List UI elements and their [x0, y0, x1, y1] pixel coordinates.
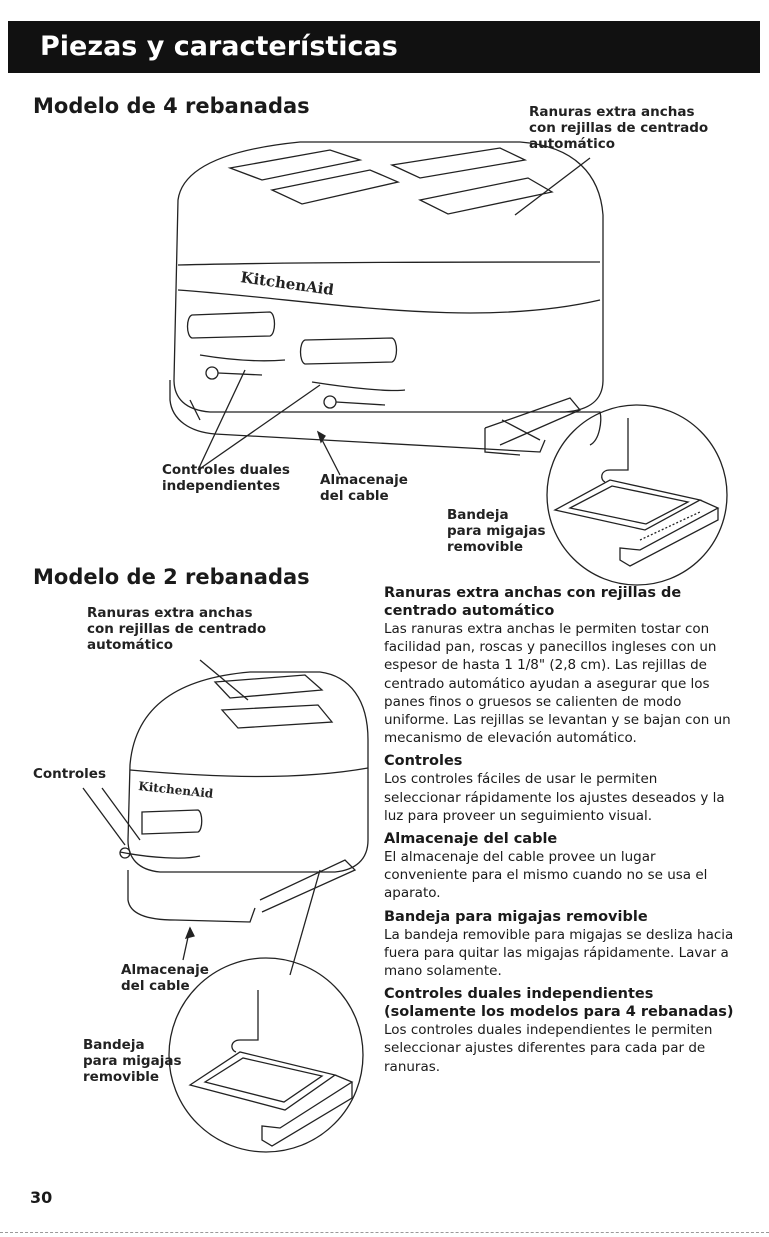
- feature-list: [384, 584, 734, 1081]
- feature-item: [384, 584, 734, 747]
- callout-controls-2: Controles: [33, 766, 106, 782]
- model-4-title: Modelo de 4 rebanadas: [33, 94, 310, 118]
- callout-slots-4: Ranuras extra anchas con rejillas de centrado automático: [529, 104, 709, 152]
- feature-body: El almacenaje del cable provee un lugar conveniente para el mismo cuando no se usa el aparato.: [384, 849, 708, 902]
- page-number: 30: [30, 1188, 53, 1207]
- feature-title: Ranuras extra anchas con rejillas de centrado automático: [384, 585, 682, 619]
- feature-body: Las ranuras extra anchas le permiten tostar con facilidad pan, roscas y panecillos ingleses con un espesor de hasta 1 1/8" (2,8 cm). Las rejillas de centrado automático ayudan a asegurar que los panes finos o gruesos se calienten de modo uniforme. Las rejillas se levantan y se bajan con un mecanismo de elevación automático.: [384, 621, 731, 747]
- callout-controls-4: Controles duales independientes: [162, 462, 290, 494]
- feature-body: Los controles fáciles de usar le permiten seleccionar rápidamente los ajustes deseados y la luz para proveer un seguimiento visual.: [384, 771, 725, 824]
- callout-tray-2: Bandeja para migajas removible: [83, 1037, 182, 1085]
- feature-title: Bandeja para migajas removible: [384, 908, 648, 925]
- callout-slots-2: Ranuras extra anchas con rejillas de centrado automático: [87, 605, 267, 653]
- feature-body: La bandeja removible para migajas se desliza hacia fuera para quitar las migajas rápidamente. Lavar a mano solamente.: [384, 926, 734, 980]
- callout-tray-4: Bandeja para migajas removible: [447, 507, 546, 555]
- callout-cord-4: Almacenaje del cable: [320, 472, 408, 504]
- model-2-title: Modelo de 2 rebanadas: [33, 565, 310, 589]
- brand-logo: KitchenAid: [239, 268, 336, 300]
- bottom-rule: [0, 1232, 769, 1234]
- brand-logo-2: KitchenAid: [137, 779, 214, 801]
- feature-item: [384, 830, 734, 903]
- feature-body: Los controles duales independientes le permiten seleccionar ajustes diferentes para cada par de ranuras.: [384, 1022, 713, 1075]
- feature-title: Almacenaje del cable: [384, 831, 558, 848]
- feature-title: Controles duales independientes (solamente los modelos para 4 rebanadas): [384, 986, 734, 1021]
- feature-item: [384, 752, 734, 825]
- feature-item: [384, 908, 734, 981]
- feature-title: Controles: [384, 753, 463, 770]
- callout-cord-2: Almacenaje del cable: [121, 962, 209, 994]
- feature-item: [384, 985, 734, 1076]
- section-title: Piezas y características: [40, 31, 398, 62]
